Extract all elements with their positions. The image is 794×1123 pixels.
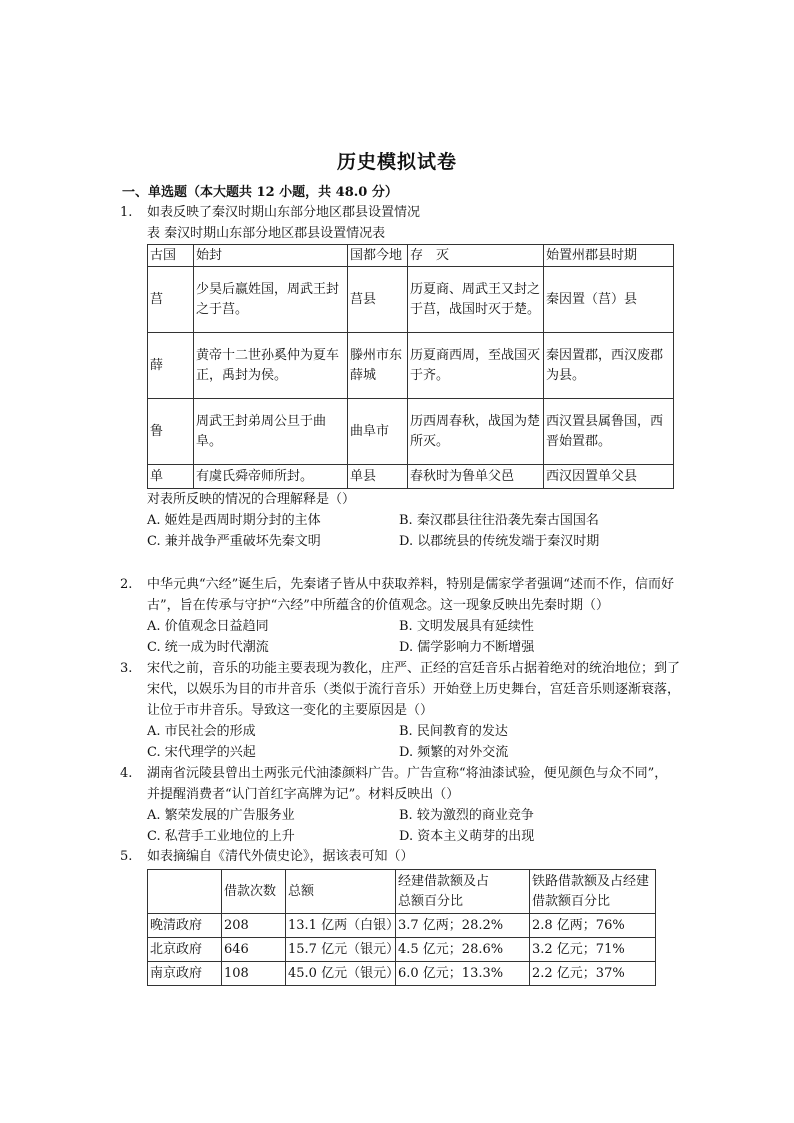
question-number: 4. [120, 766, 133, 781]
table-cell: 3.7 亿两；28.2% [396, 914, 530, 938]
table-cell: 莒 [148, 267, 194, 333]
question-4 [120, 763, 680, 847]
table-cell: 历夏商、周武王又封之 于莒，战国时灭于楚。 [408, 267, 544, 333]
table-cell: 秦因置郡，西汉废郡为县。 [544, 333, 674, 399]
table-cell: 单 [148, 465, 194, 489]
answer-options [147, 805, 680, 847]
table-row [148, 938, 656, 962]
table-cell: 北京政府 [148, 938, 222, 962]
answer-options [147, 510, 680, 552]
table-cell: 15.7 亿元（银元） [286, 938, 396, 962]
table-caption: 表 秦汉时期山东部分地区郡县设置情况表 [147, 226, 386, 241]
header-cell: 借款次数 [222, 870, 286, 914]
option-b[interactable]: B. 秦汉郡县往往沿袭先秦古国国名 [399, 513, 599, 528]
question-1 [120, 202, 680, 552]
question-stem: 中华元典“六经”诞生后，先秦诸子皆从中获取养料，特别是儒家学者强调“述而不作，信而好古”，旨在传承与守护“六经”中所蕴含的价值观念。这一现象反映出先秦时期（） [147, 577, 674, 613]
table-row [148, 914, 656, 938]
question-number: 3. [120, 661, 133, 676]
table-cell: 有虞氏舜帝师所封。 [194, 465, 348, 489]
table-cell: 曲阜市 [348, 399, 408, 465]
table-row [148, 465, 674, 489]
table-cell: 莒县 [348, 267, 408, 333]
question-3 [120, 658, 680, 763]
option-d[interactable]: D. 儒学影响力不断增强 [399, 640, 535, 655]
table-row [148, 962, 656, 986]
header-cell: 总额 [286, 870, 396, 914]
question-number: 1. [120, 205, 133, 220]
answer-options [147, 616, 680, 658]
option-c[interactable]: C. 统一成为时代潮流 [147, 640, 269, 655]
table-cell: 黄帝十二世孙奚仲为夏车正，禹封为侯。 [194, 333, 348, 399]
table-cell: 历西周春秋，战国为楚 所灭。 [408, 399, 544, 465]
header-cell: 经建借款额及占 总额百分比 [396, 870, 530, 914]
table-header-row [148, 870, 656, 914]
question-2 [120, 574, 680, 658]
option-b[interactable]: B. 文明发展具有延续性 [399, 619, 534, 634]
table-row [148, 399, 674, 465]
table-cell: 西汉因置单父县 [544, 465, 674, 489]
header-cell [148, 870, 222, 914]
table-q5 [147, 869, 656, 986]
header-cell: 铁路借款额及占经建 借款额百分比 [530, 870, 656, 914]
table-cell: 鲁 [148, 399, 194, 465]
header-cell: 始封 [194, 245, 348, 267]
option-b[interactable]: B. 民间教育的发达 [399, 724, 508, 739]
question-5 [120, 846, 680, 986]
option-a[interactable]: A. 价值观念日益趋同 [147, 619, 269, 634]
question-stem: 宋代之前，音乐的功能主要表现为教化，庄严、正经的宫廷音乐占据着绝对的统治地位；到了宋代，以娱乐为目的市井音乐（类似于流行音乐）开始登上历史舞台，宫廷音乐则逐渐衰落，让位于市井音乐。导致这一变化的主要原因是（） [147, 661, 681, 718]
table-cell: 2.2 亿元；37% [530, 962, 656, 986]
question-number: 2. [120, 577, 133, 592]
table-cell: 4.5 亿元；28.6% [396, 938, 530, 962]
table-cell: 3.2 亿元；71% [530, 938, 656, 962]
page-title: 历史模拟试卷 [336, 151, 457, 173]
table-cell: 2.8 亿两；76% [530, 914, 656, 938]
table-cell: 历夏商西周，至战国灭 于齐。 [408, 333, 544, 399]
option-d[interactable]: D. 以郡统县的传统发端于秦汉时期 [399, 534, 600, 549]
answer-options [147, 721, 680, 763]
table-cell: 薛 [148, 333, 194, 399]
table-header-row [148, 245, 674, 267]
table-row [148, 333, 674, 399]
option-c[interactable]: C. 兼并战争严重破坏先秦文明 [147, 534, 321, 549]
question-number: 5. [120, 849, 133, 864]
header-cell: 存 灭 [408, 245, 544, 267]
table-cell: 春秋时为鲁单父邑 [408, 465, 544, 489]
table-cell: 晚清政府 [148, 914, 222, 938]
table-cell: 西汉置县属鲁国，西晋始置郡。 [544, 399, 674, 465]
table-cell: 滕州市东薛城 [348, 333, 408, 399]
table-cell: 秦因置（莒）县 [544, 267, 674, 333]
table-row [148, 267, 674, 333]
question-stem: 如表反映了秦汉时期山东部分地区郡县设置情况 [147, 205, 421, 220]
table-cell: 单县 [348, 465, 408, 489]
question-prompt: 对表所反映的情况的合理解释是（） [147, 492, 356, 507]
header-cell: 始置州郡县时期 [544, 245, 674, 267]
question-stem: 湖南省沅陵县曾出土两张元代油漆颜料广告。广告宣称“将油漆试验，便见颜色与众不同”，并提醒消费者“认门首红字高牌为记”。材料反映出（） [147, 766, 668, 802]
option-d[interactable]: D. 频繁的对外交流 [399, 745, 509, 760]
option-d[interactable]: D. 资本主义萌芽的出现 [399, 829, 535, 844]
option-c[interactable]: C. 宋代理学的兴起 [147, 745, 256, 760]
option-b[interactable]: B. 较为激烈的商业竞争 [399, 808, 534, 823]
table-cell: 45.0 亿元（银元） [286, 962, 396, 986]
header-cell: 古国 [148, 245, 194, 267]
question-stem: 如表摘编自《清代外债史论》，据该表可知（） [147, 849, 414, 864]
table-cell: 6.0 亿元；13.3% [396, 962, 530, 986]
table-cell: 周武王封弟周公旦于曲阜。 [194, 399, 348, 465]
table-cell: 646 [222, 938, 286, 962]
table-cell: 108 [222, 962, 286, 986]
option-a[interactable]: A. 繁荣发展的广告服务业 [147, 808, 295, 823]
section-heading: 一、单选题（本大题共 12 小题，共 48.0 分） [122, 185, 398, 200]
table-cell: 208 [222, 914, 286, 938]
table-cell: 13.1 亿两（白银） [286, 914, 396, 938]
header-cell: 国都今地 [348, 245, 408, 267]
option-a[interactable]: A. 市民社会的形成 [147, 724, 256, 739]
option-a[interactable]: A. 姬姓是西周时期分封的主体 [147, 513, 321, 528]
option-c[interactable]: C. 私营手工业地位的上升 [147, 829, 295, 844]
table-cell: 少昊后嬴姓国，周武王封之于莒。 [194, 267, 348, 333]
table-q1 [147, 244, 674, 489]
table-cell: 南京政府 [148, 962, 222, 986]
